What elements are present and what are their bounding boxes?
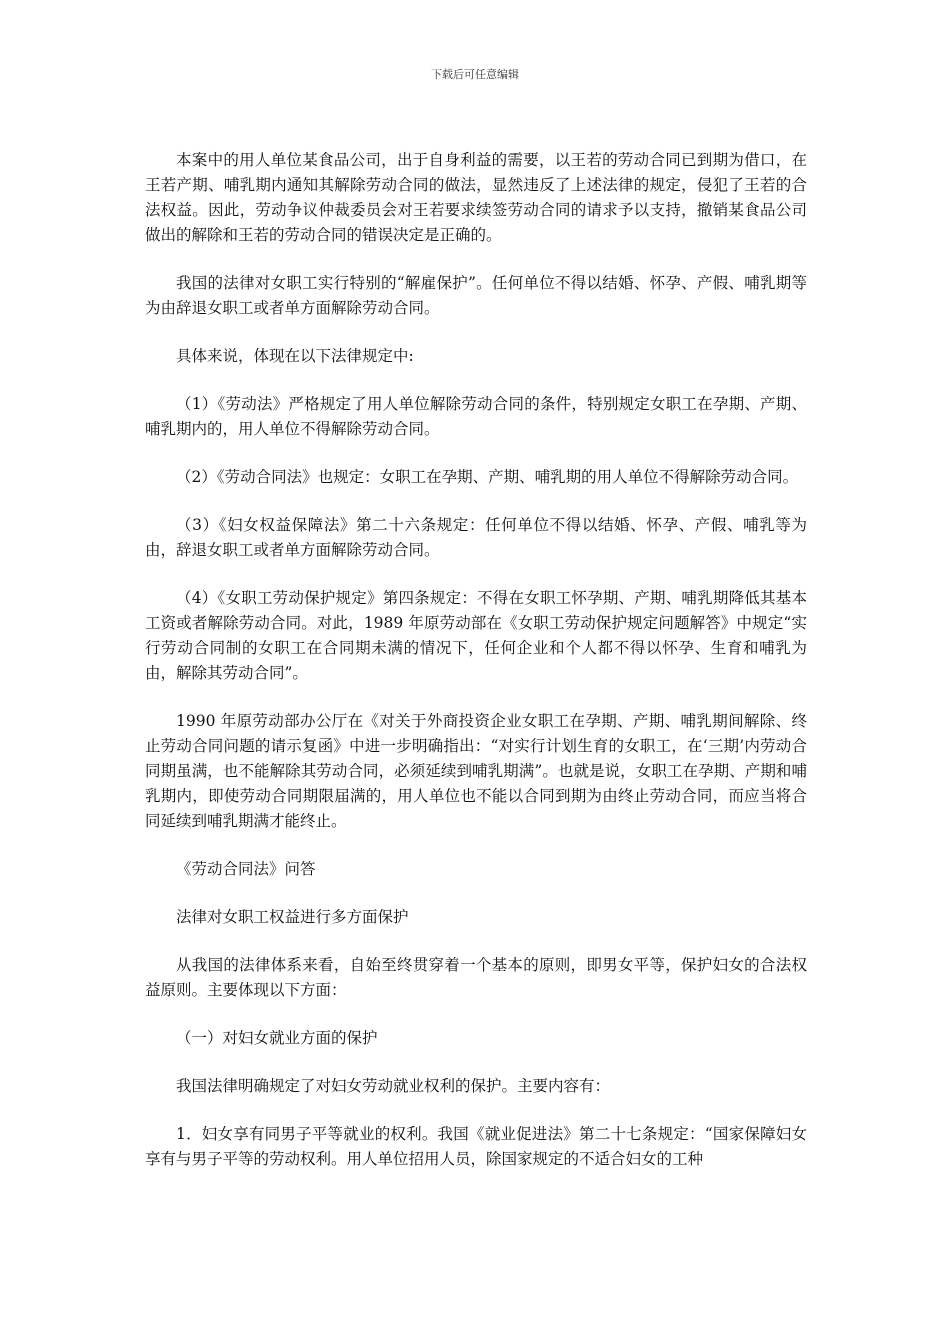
paragraph: 我国的法律对女职工实行特别的“解雇保护”。任何单位不得以结婚、怀孕、产假、哺乳期等为由辞退女职工或者单方面解除劳动合同。 (145, 274, 807, 317)
paragraph: 1990 年原劳动部办公厅在《对关于外商投资企业女职工在孕期、产期、哺乳期间解除、终止劳动合同问题的请示复函》中进一步明确指出：“对实行计划生育的女职工，在‘三期’内劳动合同期虽满，也不能解除其劳动合同，必须延续到哺乳期满”。也就是说，女职工在孕期、产期和哺乳期内，即使劳动合同期限届满的，用人单位也不能以合同到期为由终止劳动合同，而应当将合同延续到哺乳期满才能终止。 (145, 712, 807, 830)
section-heading: 法律对女职工权益进行多方面保护 (176, 908, 409, 926)
page-header: 下载后可任意编辑 (431, 68, 519, 81)
paragraph: 从我国的法律体系来看，自始至终贯穿着一个基本的原则，即男女平等，保护妇女的合法权益原则。主要体现以下方面： (145, 956, 807, 999)
paragraph: （1）《劳动法》严格规定了用人单位解除劳动合同的条件，特别规定女职工在孕期、产期、哺乳期内的，用人单位不得解除劳动合同。 (145, 395, 807, 438)
paragraph: 1．妇女享有同男子平等就业的权利。我国《就业促进法》第二十七条规定：“国家保障妇女享有与男子平等的劳动权利。用人单位招用人员，除国家规定的不适合妇女的工种 (145, 1125, 807, 1168)
section-heading: 《劳动合同法》问答 (176, 860, 316, 878)
section-heading: （一）对妇女就业方面的保护 (176, 1029, 378, 1047)
paragraph: （3）《妇女权益保障法》第二十六条规定：任何单位不得以结婚、怀孕、产假、哺乳等为由，辞退女职工或者单方面解除劳动合同。 (145, 516, 807, 559)
paragraph: 本案中的用人单位某食品公司，出于自身利益的需要，以王若的劳动合同已到期为借口，在王若产期、哺乳期内通知其解除劳动合同的做法，显然违反了上述法律的规定，侵犯了王若的合法权益。因此，劳动争议仲裁委员会对王若要求续签劳动合同的请求予以支持，撤销某食品公司做出的解除和王若的劳动合同的错误决定是正确的。 (145, 151, 807, 244)
paragraph: （4）《女职工劳动保护规定》第四条规定：不得在女职工怀孕期、产期、哺乳期降低其基本工资或者解除劳动合同。对此，1989 年原劳动部在《女职工劳动保护规定问题解答》中规定“实行劳动合同制的女职工在合同期未满的情况下，任何企业和个人都不得以怀孕、生育和哺乳为由，解除其劳动合同”。 (145, 589, 807, 682)
document-body (145, 148, 807, 1172)
paragraph: 具体来说，体现在以下法律规定中: (176, 347, 414, 365)
paragraph: （2）《劳动合同法》也规定：女职工在孕期、产期、哺乳期的用人单位不得解除劳动合同。 (176, 468, 799, 486)
paragraph: 我国法律明确规定了对妇女劳动就业权利的保护。主要内容有： (176, 1077, 611, 1095)
